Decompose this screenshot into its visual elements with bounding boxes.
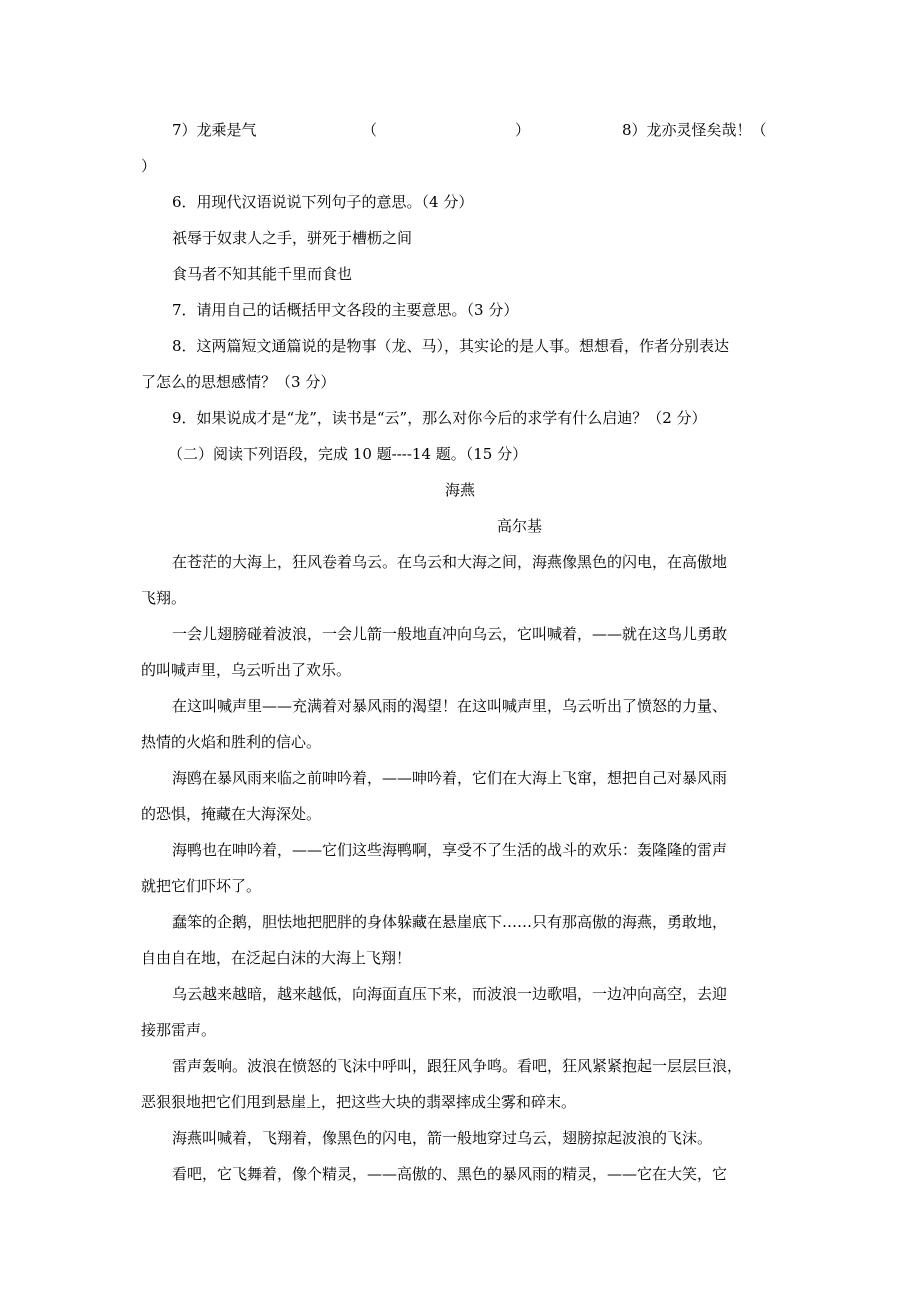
question-7-item-8-close: ）: [141, 157, 157, 175]
question-7-item-8-label: 8）龙亦灵怪矣哉！（: [622, 121, 767, 139]
passage-line: 自由自在地，在泛起白沫的大海上飞翔！: [141, 949, 412, 967]
passage-line: 的叫喊声里，乌云听出了欢乐。: [141, 661, 352, 679]
passage-line: 海鸭也在呻吟着，——它们这些海鸭啊，享受不了生活的战斗的欢乐：轰隆隆的雷声: [172, 841, 728, 859]
question-9: 9．如果说成才是“龙”，读书是“云”，那么对你今后的求学有什么启迪？（2 分）: [172, 409, 707, 427]
question-7-item-7-label: 7）龙乘是气: [172, 121, 257, 139]
question-7-item-7-blank-open: （: [362, 121, 378, 139]
question-6-sentence-2: 食马者不知其能千里而食也: [172, 265, 353, 283]
passage-line: 在这叫喊声里——充满着对暴风雨的渴望！在这叫喊声里，乌云听出了愤怒的力量、: [172, 697, 728, 715]
passage-line: 雷声轰响。波浪在愤怒的飞沫中呼叫，跟狂风争鸣。看吧，狂风紧紧抱起一层层巨浪，: [172, 1057, 743, 1075]
section-2-heading: （二）阅读下列语段，完成 10 题----14 题。（15 分）: [168, 445, 528, 463]
passage-line: 飞翔。: [141, 589, 187, 607]
passage-line: 蠢笨的企鹅，胆怯地把肥胖的身体躲藏在悬崖底下……只有那高傲的海燕，勇敢地，: [172, 913, 728, 931]
question-6: 6．用现代汉语说说下列句子的意思。（4 分）: [172, 193, 474, 211]
passage-line: 看吧，它飞舞着，像个精灵，——高傲的、黑色的暴风雨的精灵，——它在大笑，它: [172, 1165, 728, 1183]
passage-line: 海鸥在暴风雨来临之前呻吟着，——呻吟着，它们在大海上飞窜，想把自己对暴风雨: [172, 769, 728, 787]
passage-title: 海燕: [444, 481, 475, 499]
question-7-item-7-blank-close: ）: [515, 121, 531, 139]
passage-line: 一会儿翅膀碰着波浪，一会儿箭一般地直冲向乌云，它叫喊着，——就在这鸟儿勇敢: [172, 625, 728, 643]
passage-line: 接那雷声。: [141, 1021, 217, 1039]
question-7: 7．请用自己的话概括甲文各段的主要意思。（3 分）: [172, 301, 519, 319]
passage-line: 热情的火焰和胜利的信心。: [141, 733, 322, 751]
question-6-sentence-1: 祇辱于奴隶人之手，骈死于槽枥之间: [172, 229, 413, 247]
passage-line: 乌云越来越暗，越来越低，向海面直压下来，而波浪一边歌唱，一边冲向高空，去迎: [172, 985, 728, 1003]
passage-line: 就把它们吓坏了。: [141, 877, 262, 895]
passage-line: 恶狠狠地把它们甩到悬崖上，把这些大块的翡翠摔成尘雾和碎末。: [141, 1093, 577, 1111]
passage-line: 海燕叫喊着，飞翔着，像黑色的闪电，箭一般地穿过乌云，翅膀掠起波浪的飞沫。: [172, 1129, 713, 1147]
question-8-line-1: 8．这两篇短文通篇说的是物事（龙、马），其实论的是人事。想想看，作者分别表达: [172, 337, 730, 355]
question-8-line-2: 了怎么的思想感情？（3 分）: [141, 373, 336, 391]
passage-line: 在苍茫的大海上，狂风卷着乌云。在乌云和大海之间，海燕像黑色的闪电，在高傲地: [172, 553, 728, 571]
passage-line: 的恐惧，掩藏在大海深处。: [141, 805, 322, 823]
passage-author: 高尔基: [497, 517, 543, 535]
